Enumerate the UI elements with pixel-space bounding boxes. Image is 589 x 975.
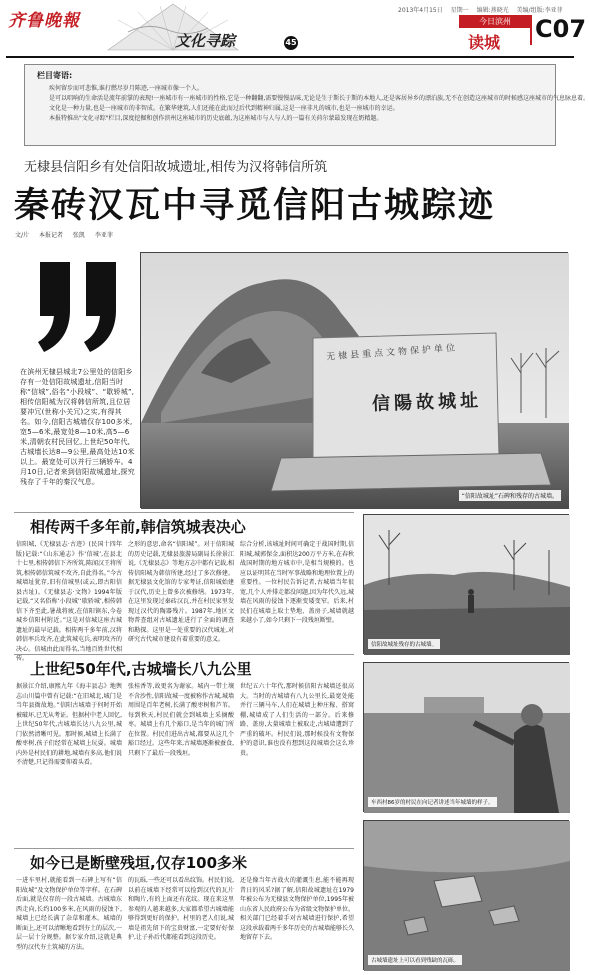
- intro-line: 文化是一种力量,也是一座城市的非智成。在繁华建筑,人们还能在此而过后代到精神归属,这是一座非凡的城市,也是一座城市的幸运。: [49, 105, 399, 112]
- byline-name: 张凯: [72, 232, 85, 239]
- editor-credit: 编辑:燕晓光: [476, 7, 509, 14]
- section-name: 读城: [468, 33, 501, 52]
- article-lead: 在滨州无棣县城北7公里处的信阳乡存有一处信阳故城遗址,信阳当时称“信城”,俗名“小段城”、“歇轿城”,相传信阳城为汉将韩信所筑,且位居要冲冗(世称小关冗)之实,有得其名。如今,信阳古城墙仅存100多米,宽5—6米,最宽处8—10米,高5—6米,清朝农村民回忆,上世纪50年代,古城墙长达8—9公里,最高处达10米以上。最宽处可以并行三辆轿车。4月10日,记者来到信阳故城遗址,探究残存了千年的秦汉气息。: [20, 368, 135, 486]
- column-name: 文化寻踪: [175, 32, 236, 50]
- section-2-column-1: 据景江介绍,康熙九年《海丰县志》地舆志山川篇中曾有记载:“在旧城北,城门是当年县衙故地。”信阳古城墙于何时开始被破坏,已无从考证。但据村中老人回忆,上世纪50年代,古城墙长达八九公里,城门依然清晰可见。那时候,城墙上长满了酸枣树,孩子们经常在城墙上玩耍。城墙内外是村民们的耕地,城墙有多高,他们说不清楚,只记得需要仰着头看。: [16, 683, 122, 766]
- section-3-column-1: 一进车里村,就能看到一石碑上写有“信阳故城”及文物保护单位等字样。在石碑后面,就是仅存的一段古城墙。古城墙东西走向,长约100多米,在风雨的侵蚀下,城墙上已经长满了杂草和灌木。城墙的断面上,还可以清晰地看到夯土的层次,一层一层十分规整。据专家介绍,这就是典型的汉代夯土筑城的方法。: [16, 877, 122, 951]
- intro-line: 是可以唱响的生命活是流年前掌的表现!一座城市有一座城市的性格,它是一种翻翻,需要慢慢品味,无论是生于斯长于斯的本地人,还是客居异乡的漂泊族,无不在创造这座城市的时候感这座城市的气息脉息着。: [49, 95, 589, 102]
- section-badge: 今日滨州: [459, 15, 531, 28]
- side-photo-caption: 信阳故城址残存的古城墙。: [368, 639, 440, 649]
- section-heading-1: 相传两千多年前,韩信筑城表决心: [30, 518, 246, 536]
- side-photo-caption: 车西村86岁的村民在向记者讲述当年城墙的样子。: [368, 797, 497, 807]
- side-photo-villager-image: [364, 663, 570, 813]
- section-3-column-3: 还是像当年古战火的灌溉生息,能不能再现昔日的风采?据了解,信阳故城遗址在1979年被公布为无棣县文物保护单位,1995年被山东省人民政府公布为省级文物保护单位。相关部门已经着手对古城墙进行保护,希望这段承载着两千多年历史的古城墙能够长久地留存下去。: [240, 877, 355, 941]
- section-1-column-3: 综合分析,该城址时间可确定于战国时期,信阳城,城郭保金,面积达200万平方米,在春秋战国时期的地方城市中,是相当规模的。也应以证明其在当时军事战略和地理位置上的重要性。一位村民告诉记者,古城墙当年很宽,几个人并排走都没问题,因为年代久远,城墙在风雨的侵蚀下逐渐变矮变窄。后来,村民们在城墙上取土垫地、盖房子,城墙就越来越小了,如今只剩下一段残垣断壁。: [240, 541, 355, 624]
- intro-line: 疾何留步而可悲惟,谁打燃尽岁月陈迹,一座城市像一个人。: [49, 85, 203, 92]
- stele-inscription-small: 无棣县重点文物保护单位: [325, 343, 459, 363]
- issue-date: 2013年4月15日: [398, 7, 443, 14]
- header-divider: [530, 15, 532, 45]
- quote-mark-icon: [32, 252, 128, 362]
- newspaper-logo: 齐鲁晚報: [8, 11, 80, 31]
- page-number: C07: [535, 15, 587, 43]
- article-title: 秦砖汉瓦中寻觅信阳古城踪迹: [14, 186, 496, 226]
- byline-name: 李亚菲: [94, 232, 113, 239]
- header-rule: [6, 56, 574, 58]
- side-photo-caption: 古城墙遗址上可以看到残缺的瓦砾。: [368, 955, 462, 965]
- issue-weekday: 星期一: [450, 7, 469, 14]
- section-2-column-2: 张桂香等,故更名为谢家。城内一带土壤不含沙性,信阳故城一度被称作古城,城墙周围是百年老树,长满了酸枣树和芦苇。每到秋天,村民们就会到城墙上采摘酸枣。城墙上有几个豁口,是当年的城门所在位置。村民们进出古城,都要从这几个豁口经过。这些年来,古城墙逐渐被蚕食,只剩下了最后一段残垣。: [128, 683, 234, 757]
- section-heading-3: 如今已是断壁残垣,仅存100多米: [30, 854, 248, 872]
- hero-caption: “信阳故城址”石碑和残存的古城墙。: [459, 490, 561, 501]
- section-2-column-3: 世纪五六十年代,那时候信阳古城墙还很高大。当时的古城墙有八九公里长,最宽处能并行三辆马车,人们在城墙上种庄稼、搭窝棚,城墙成了人们生活的一部分。后来修路、盖房,大量城墙土被取走,古城墙遭到了严重的破坏。村民们说,那时候没有文物保护的意识,谁也没有想到这段城墙会这么珍贵。: [240, 683, 354, 757]
- designer-credit: 美编/组版:李亚菲: [516, 7, 563, 14]
- byline-role: 本报记者: [38, 232, 63, 239]
- section-rule: [14, 512, 354, 513]
- section-rule: [14, 654, 354, 655]
- hero-photo-image: [141, 253, 569, 509]
- stele-inscription: 信陽故城址: [371, 390, 483, 415]
- masthead: [0, 0, 587, 58]
- byline: [15, 230, 121, 239]
- side-photo-villager: [363, 662, 569, 812]
- side-photo-tiles-image: [364, 821, 570, 971]
- byline-label: 文/片: [15, 232, 30, 239]
- section-1-column-2: 之形的意思,命名“信阳城”。对于信阳城的历史记载,无棣县旅游局副局长徐景江说,《无棣县志》等地方志中都有记载,相传信阳城为韩信所建,经过了多次修建。据无棣县文化馆的专家考证,信阳城始建于汉代,历史上曾多次被修缮。1973年,在这里发现过秦砖汉瓦,并在村民家里发现过汉代的陶器残片。1987年,地区文物普查组对古城遗址进行了全面的调查和勘探。这里是一处重要的汉代城址,对研究古代城市建设有着重要的意义。: [128, 541, 234, 643]
- issue-meta: [398, 5, 569, 14]
- section-3-column-2: 的瓦砾,一些还可以看出纹饰。村民们说,以前在城墙下经常可以捡到汉代的瓦片和陶片,有的上面还有花纹。现在来这里参观的人越来越多,大家都希望古城墙能够得到更好的保护。村里的老人们说,城墙是祖先留下的宝贵财富,一定要好好保护,让子孙后代都能看到这段历史。: [128, 877, 234, 941]
- side-photo-wall: [363, 514, 569, 654]
- column-number-badge: 45: [284, 36, 298, 50]
- column-intro-box: [24, 64, 589, 146]
- section-1-column-1: 信阳城,《无棣县志·古迹》(民国十四年版)记载:“《山东通志》作‘信城’,在县北十七里,相传韩信下齐所筑,陈闻汉王将所筑,相传韩信筑城不攻齐,自此得名。”今古城墙址犹存,旧有信城里(或云,即古阳信县古址)。《无棣县志·文物》1994年版记载,“又名俗称‘小段城’‘歇轿城’,相传韩信下齐至此,暑战将疲,在信阳镇东,今卷城乡信阳村附近。”这是对信城这座古城遗址的最早记载。相传两千多年前,汉将韩信率兵攻齐,在此筑城屯兵,表明攻齐的决心。信城由此而得名,当地百姓世代相传。: [16, 541, 122, 662]
- hero-photo: [140, 252, 568, 508]
- section-rule: [14, 848, 354, 849]
- side-photo-tiles: [363, 820, 569, 970]
- side-photo-wall-image: [364, 515, 570, 655]
- intro-title: 栏目寄语:: [37, 71, 73, 80]
- intro-line: 本报特推出"文化寻踪"栏目,深度挖掘和创作滨州这座城市的历史底蕴,为这座城市与人与人的一篇有关荷尔蒙最发现在奶精题。: [49, 115, 383, 122]
- article-subtitle: 无棣县信阳乡有处信阳故城遗址,相传为汉将韩信所筑: [24, 160, 328, 175]
- section-heading-2: 上世纪50年代,古城墙长八九公里: [30, 660, 252, 678]
